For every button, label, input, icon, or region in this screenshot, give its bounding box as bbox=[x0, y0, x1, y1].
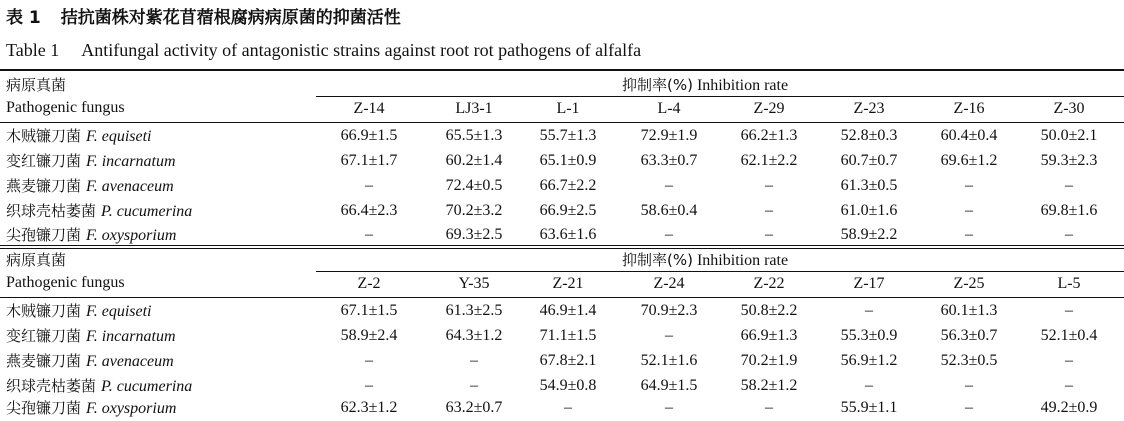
table-label-en: Table 1 bbox=[6, 40, 60, 60]
table-row bbox=[0, 349, 1124, 373]
fungus-name: 木贼镰刀菌 F. equiseti bbox=[6, 302, 152, 320]
rate-cell: 70.2±3.2 bbox=[445, 202, 503, 219]
rate-cell: 63.2±0.7 bbox=[445, 399, 503, 416]
rate-cell: 58.2±1.2 bbox=[740, 377, 798, 394]
rate-cell: 63.6±1.6 bbox=[539, 226, 597, 243]
table-row bbox=[0, 299, 1124, 323]
rate-cell: 60.4±0.4 bbox=[940, 127, 998, 144]
rate-cell: 63.3±0.7 bbox=[640, 152, 698, 169]
header-inhibition-rate bbox=[622, 74, 788, 97]
fungus-name: 变红镰刀菌 F. incarnatum bbox=[6, 152, 176, 170]
rate-cell: 62.3±1.2 bbox=[340, 399, 398, 416]
table-row bbox=[0, 324, 1124, 348]
top-rule bbox=[0, 69, 1124, 71]
table-block-1 bbox=[0, 74, 1124, 246]
rate-cell: – bbox=[765, 226, 773, 243]
strain-header: Z-23 bbox=[853, 100, 885, 117]
rate-cell: 67.8±2.1 bbox=[539, 352, 597, 369]
rate-cell: 69.3±2.5 bbox=[445, 226, 503, 243]
rate-cell: – bbox=[765, 177, 773, 194]
fungus-name: 木贼镰刀菌 F. equiseti bbox=[6, 127, 152, 145]
rate-cell: – bbox=[365, 226, 373, 243]
strain-header: L-1 bbox=[556, 100, 580, 117]
fungus-name: 燕麦镰刀菌 F. avenaceum bbox=[6, 177, 174, 195]
fungus-name: 尖孢镰刀菌 F. oxysporium bbox=[6, 226, 177, 244]
rate-cell: – bbox=[865, 377, 873, 394]
rate-cell: 69.8±1.6 bbox=[1040, 202, 1098, 219]
table-caption-en bbox=[6, 38, 641, 62]
header-fungus-en: Pathogenic fungus bbox=[6, 99, 125, 116]
fungus-name: 织球壳枯萎菌 P. cucumerina bbox=[6, 202, 193, 220]
rate-cell: 66.4±2.3 bbox=[340, 202, 398, 219]
strain-header: Z-21 bbox=[552, 275, 584, 292]
strain-header: Z-30 bbox=[1053, 100, 1085, 117]
strain-header: Z-24 bbox=[653, 275, 685, 292]
strain-header: Z-16 bbox=[953, 100, 985, 117]
rate-cell: 65.5±1.3 bbox=[445, 127, 503, 144]
rate-cell: 64.3±1.2 bbox=[445, 327, 503, 344]
rate-cell: 61.3±0.5 bbox=[840, 177, 898, 194]
rate-cell: 61.0±1.6 bbox=[840, 202, 898, 219]
strain-header: Z-29 bbox=[753, 100, 785, 117]
table-row bbox=[0, 174, 1124, 198]
rate-cell: 61.3±2.5 bbox=[445, 302, 503, 319]
table-row bbox=[0, 199, 1124, 223]
rate-cell: 60.7±0.7 bbox=[840, 152, 898, 169]
rate-cell: 52.1±0.4 bbox=[1040, 327, 1098, 344]
strain-header: L-4 bbox=[657, 100, 681, 117]
rate-cell: – bbox=[765, 399, 773, 416]
header-rate-zh: 抑制率(%) bbox=[622, 251, 693, 269]
rate-cell: – bbox=[665, 399, 673, 416]
strain-header: L-5 bbox=[1057, 275, 1081, 292]
rate-cell: – bbox=[1065, 226, 1073, 243]
rate-cell: 70.9±2.3 bbox=[640, 302, 698, 319]
rate-cell: 55.9±1.1 bbox=[840, 399, 898, 416]
strain-header: LJ3-1 bbox=[455, 100, 493, 117]
rate-cell: 52.8±0.3 bbox=[840, 127, 898, 144]
strain-header: Z-14 bbox=[353, 100, 385, 117]
rate-cell: 56.3±0.7 bbox=[940, 327, 998, 344]
table-row bbox=[0, 374, 1124, 398]
rate-cell: 55.7±1.3 bbox=[539, 127, 597, 144]
header-rate-en: Inhibition rate bbox=[696, 252, 789, 269]
rate-cell: 66.9±2.5 bbox=[539, 202, 597, 219]
rate-cell: – bbox=[665, 327, 673, 344]
rate-cell: 72.9±1.9 bbox=[640, 127, 698, 144]
rate-cell: 64.9±1.5 bbox=[640, 377, 698, 394]
strain-header-row bbox=[0, 97, 1124, 121]
rate-cell: 50.8±2.2 bbox=[740, 302, 798, 319]
rate-cell: 58.6±0.4 bbox=[640, 202, 698, 219]
rate-cell: – bbox=[470, 352, 478, 369]
rate-cell: 66.2±1.3 bbox=[740, 127, 798, 144]
rate-cell: – bbox=[564, 399, 572, 416]
header-inhibition-rate bbox=[622, 249, 788, 272]
rate-cell: 67.1±1.5 bbox=[340, 302, 398, 319]
rate-cell: – bbox=[1065, 302, 1073, 319]
rate-cell: 58.9±2.4 bbox=[340, 327, 398, 344]
strain-header: Z-25 bbox=[953, 275, 985, 292]
table-caption-zh bbox=[6, 6, 401, 30]
rate-cell: 71.1±1.5 bbox=[539, 327, 597, 344]
rate-cell: – bbox=[665, 177, 673, 194]
table-label-zh: 表 1 bbox=[6, 8, 41, 28]
rate-cell: 60.2±1.4 bbox=[445, 152, 503, 169]
rate-cell: 66.7±2.2 bbox=[539, 177, 597, 194]
rate-cell: 62.1±2.2 bbox=[740, 152, 798, 169]
strain-header: Z-2 bbox=[357, 275, 381, 292]
rate-cell: 65.1±0.9 bbox=[539, 152, 597, 169]
rate-cell: – bbox=[470, 377, 478, 394]
fungus-name: 织球壳枯萎菌 P. cucumerina bbox=[6, 377, 193, 395]
strain-header: Z-17 bbox=[853, 275, 885, 292]
header-rate-en: Inhibition rate bbox=[696, 77, 789, 94]
rate-cell: 52.3±0.5 bbox=[940, 352, 998, 369]
header-fungus-zh: 病原真菌 bbox=[6, 251, 67, 269]
fungus-name: 变红镰刀菌 F. incarnatum bbox=[6, 327, 176, 345]
header-fungus-en: Pathogenic fungus bbox=[6, 274, 125, 291]
rate-cell: – bbox=[865, 302, 873, 319]
table-block-2 bbox=[0, 249, 1124, 420]
strain-header-row bbox=[0, 272, 1124, 296]
rate-cell: – bbox=[965, 399, 973, 416]
table-title-zh: 拮抗菌株对紫花苜蓿根腐病病原菌的抑菌活性 bbox=[60, 8, 401, 28]
rate-cell: 70.2±1.9 bbox=[740, 352, 798, 369]
rate-cell: – bbox=[365, 177, 373, 194]
table-title-en: Antifungal activity of antagonistic strains against root rot pathogens of alfalfa bbox=[81, 40, 642, 60]
header-fungus-zh: 病原真菌 bbox=[6, 76, 67, 94]
fungus-name: 尖孢镰刀菌 F. oxysporium bbox=[6, 399, 177, 417]
rate-cell: – bbox=[1065, 377, 1073, 394]
rate-cell: 67.1±1.7 bbox=[340, 152, 398, 169]
rate-cell: – bbox=[965, 377, 973, 394]
table-row bbox=[0, 124, 1124, 148]
rate-cell: 59.3±2.3 bbox=[1040, 152, 1098, 169]
rate-cell: 69.6±1.2 bbox=[940, 152, 998, 169]
table-row bbox=[0, 396, 1124, 420]
strain-header: Y-35 bbox=[458, 275, 490, 292]
strain-header: Z-22 bbox=[753, 275, 785, 292]
rate-cell: 55.3±0.9 bbox=[840, 327, 898, 344]
rate-cell: 60.1±1.3 bbox=[940, 302, 998, 319]
rate-cell: – bbox=[665, 226, 673, 243]
rate-cell: – bbox=[965, 202, 973, 219]
rate-cell: – bbox=[965, 226, 973, 243]
rate-cell: 66.9±1.5 bbox=[340, 127, 398, 144]
rate-cell: 66.9±1.3 bbox=[740, 327, 798, 344]
rate-cell: 52.1±1.6 bbox=[640, 352, 698, 369]
rate-cell: – bbox=[365, 377, 373, 394]
rate-cell: – bbox=[765, 202, 773, 219]
rate-cell: 72.4±0.5 bbox=[445, 177, 503, 194]
rate-cell: – bbox=[1065, 352, 1073, 369]
rate-cell: – bbox=[365, 352, 373, 369]
fungus-name: 燕麦镰刀菌 F. avenaceum bbox=[6, 352, 174, 370]
rate-cell: 46.9±1.4 bbox=[539, 302, 597, 319]
rate-cell: 50.0±2.1 bbox=[1040, 127, 1098, 144]
rate-cell: – bbox=[1065, 177, 1073, 194]
rate-cell: 58.9±2.2 bbox=[840, 226, 898, 243]
table-row bbox=[0, 223, 1124, 247]
rate-cell: 56.9±1.2 bbox=[840, 352, 898, 369]
rate-cell: – bbox=[965, 177, 973, 194]
header-rate-zh: 抑制率(%) bbox=[622, 76, 693, 94]
rate-cell: 54.9±0.8 bbox=[539, 377, 597, 394]
table-row bbox=[0, 149, 1124, 173]
rate-cell: 49.2±0.9 bbox=[1040, 399, 1098, 416]
